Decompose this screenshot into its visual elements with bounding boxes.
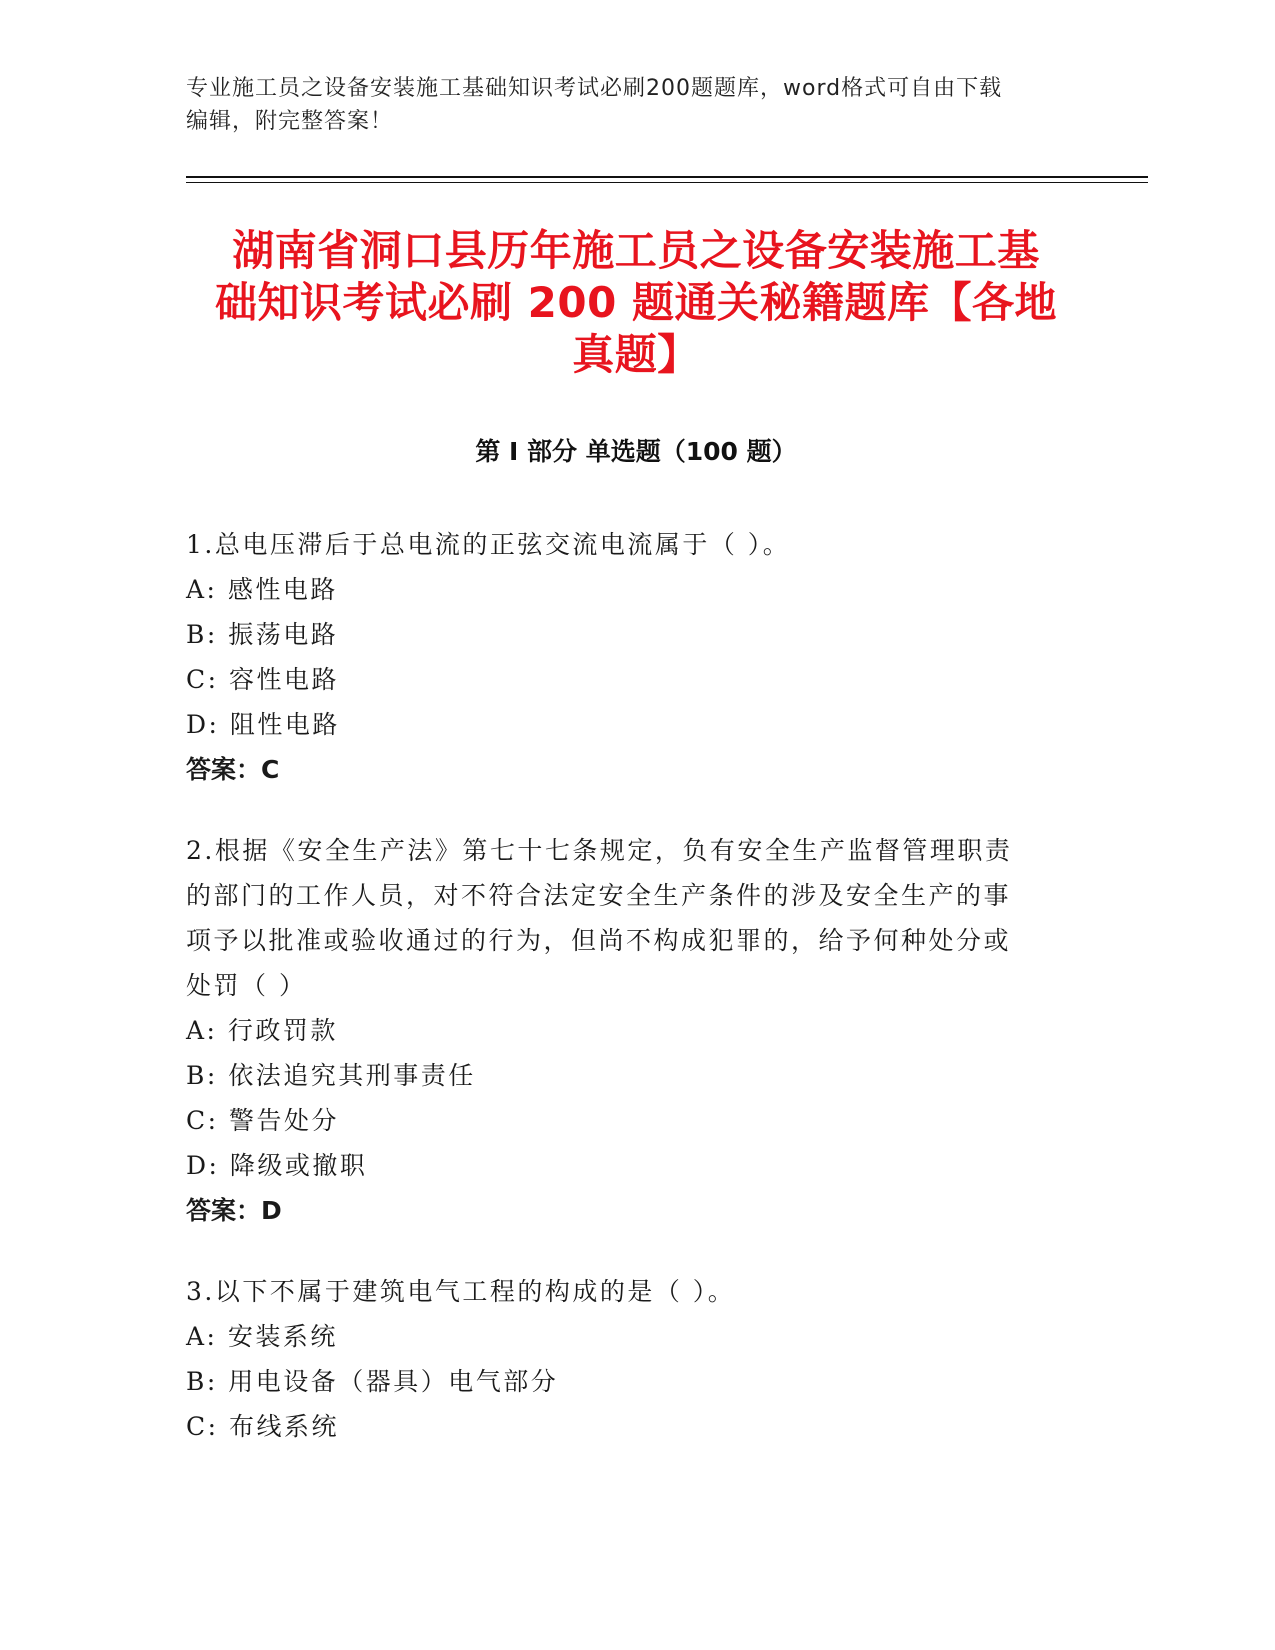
question-option: A: 安装系统 xyxy=(186,1322,338,1351)
question-option: B: 振荡电路 xyxy=(186,620,339,649)
question-option: C: 容性电路 xyxy=(186,665,339,694)
header-note xyxy=(186,72,1066,138)
document-title xyxy=(186,225,1086,381)
header-divider-thick xyxy=(186,176,1148,178)
question-stem-line: 1.总电压滞后于总电流的正弦交流电流属于（ ）。 xyxy=(186,530,791,559)
section-title: 第 I 部分 单选题（100 题） xyxy=(475,437,797,466)
question-item xyxy=(186,522,1066,792)
question-stem-line: 项予以批准或验收通过的行为，但尚不构成犯罪的，给予何种处分或 xyxy=(186,926,1012,955)
title-line: 真题】 xyxy=(572,330,700,379)
header-divider-thin xyxy=(186,182,1148,183)
question-option: B: 依法追究其刑事责任 xyxy=(186,1061,476,1090)
question-stem-line: 2.根据《安全生产法》第七十七条规定，负有安全生产监督管理职责 xyxy=(186,836,1013,865)
header-note-line: 编辑，附完整答案！ xyxy=(186,109,394,134)
question-stem-line: 的部门的工作人员，对不符合法定安全生产条件的涉及安全生产的事 xyxy=(186,881,1012,910)
question-option: C: 布线系统 xyxy=(186,1412,339,1441)
question-item xyxy=(186,1269,1066,1449)
question-list xyxy=(186,522,1066,1485)
question-stem-line: 处罚（ ） xyxy=(186,971,307,1000)
question-option: D: 阻性电路 xyxy=(186,710,340,739)
question-option: A: 行政罚款 xyxy=(186,1016,338,1045)
title-line: 湖南省洞口县历年施工员之设备安装施工基 xyxy=(232,226,1040,275)
question-stem-line: 3.以下不属于建筑电气工程的构成的是（ ）。 xyxy=(186,1277,736,1306)
header-note-line: 专业施工员之设备安装施工基础知识考试必刷200题题库，word格式可自由下载 xyxy=(186,76,1003,101)
question-option: C: 警告处分 xyxy=(186,1106,339,1135)
question-option: B: 用电设备（器具）电气部分 xyxy=(186,1367,559,1396)
question-item xyxy=(186,828,1066,1233)
question-answer: 答案：C xyxy=(186,755,280,784)
question-option: A: 感性电路 xyxy=(186,575,338,604)
question-answer: 答案：D xyxy=(186,1196,282,1225)
title-line: 础知识考试必刷 200 题通关秘籍题库【各地 xyxy=(215,278,1057,327)
question-option: D: 降级或撤职 xyxy=(186,1151,368,1180)
